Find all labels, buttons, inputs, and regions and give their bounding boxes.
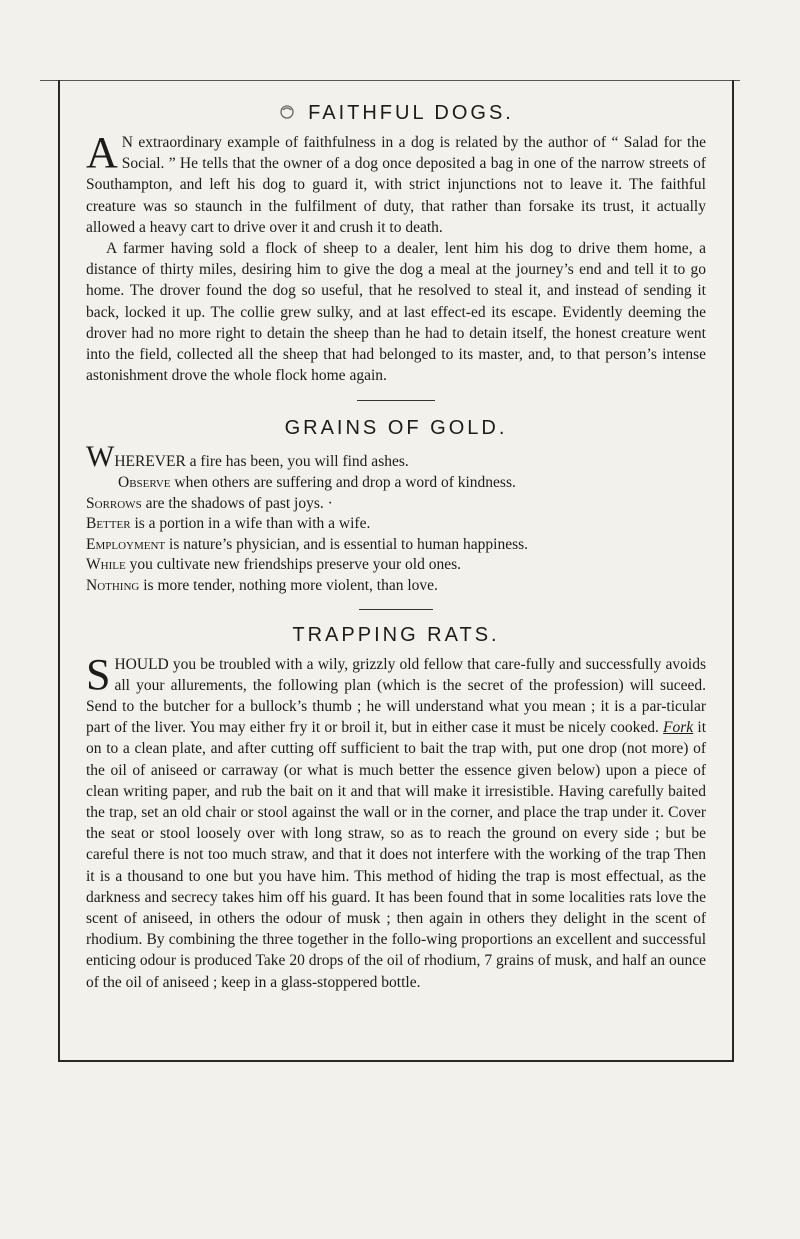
section-divider <box>359 609 433 610</box>
trapping-rats-paragraph: SHOULD you be troubled with a wily, grizzly old fellow that care-fully and successfully avoids all your allurements, the following plan (which is the secret of the profession) will suceed. Send to the butcher for a bullock’s thumb ; he will understand what you mean ; it is a par-ticular part of the liver. You may either fry it or broil it, but in either case it must be nicely cooked. Fork it on to a clean plate, and after cutting off sufficient to bait the trap with, put one drop (not more) of the oil of aniseed or carraway (or what is much better the essence given below) upon a piece of clean writing paper, and rub the bait on it and that will make it irresistible. Having carefully baited the trap, set an old chair or stool against the wall or in the corner, and place the trap under it. Cover the seat or stool loosely over with long straw, so as to reach the ground on every side ; but be careful there is not too much straw, and that it does not interfere with the working of the trap Then it is a thousand to one but you have him. This method of hiding the trap is most effectual, as the darkness and secrecy takes him off his guard. It has been found that in some localities rats love the scent of aniseed, in others the odour of musk ; then again in others they delight in the scent of rhodium. By combining the three together in the follo-wing proportions an excellent and successful enticing odour is produced Take 20 drops of the oil of rhodium, 7 grains of musk, and half an ounce of the oil of aniseed ; keep in a glass-stoppered bottle. <box>86 649 707 991</box>
faithful-dogs-paragraph-1: A N extraordinary example of faithfulness in a dog is related by the author of “ Salad for the Social. ” He tells that the owner of a dog once deposited a bag in one of the narrow streets of Southampton, and left his dog to guard it, with strict injunctions not to leave it. The faithful creature was so staunch in the fulfilment of duty, that rather than forsake its trust, it actually allowed a heavy cart to drive over it and crush it to death. <box>86 128 706 236</box>
trapping-rats-title: TRAPPING RATS. <box>292 623 500 646</box>
drop-cap-s: S <box>86 649 111 699</box>
grain-line: Sorrows are the shadows of past joys. · <box>86 494 333 512</box>
ornament-icon <box>278 103 296 121</box>
drop-cap-a: A <box>86 128 118 177</box>
grain-line: Nothing is more tender, nothing more violent, than love. <box>86 577 438 594</box>
section-divider <box>357 400 435 401</box>
grain-line: Better is a portion in a wife than with a wife. <box>86 515 371 533</box>
grains-of-gold-title: GRAINS OF GOLD. <box>284 417 508 440</box>
page-content <box>86 100 706 993</box>
grains-of-gold-list <box>86 440 706 596</box>
grain-line: Employment is nature’s physician, and is essential to human happiness. <box>86 535 529 553</box>
faithful-dogs-title: FAITHFUL DOGS. <box>86 100 706 126</box>
grain-line: While you cultivate new friendships preserve your old ones. <box>86 556 462 574</box>
faithful-dogs-paragraph-2: A farmer having sold a flock of sheep to a dealer, lent him his dog to drive them home, a distance of thirty miles, desiring him to give the dog a meal at the journey’s end and tell it to go home. The drover found the dog so useful, that he resolved to steal it, and instead of sending it back, locked it up. The collie grew sulky, and at last effect-ed its escape. Evidently deeming the drover had no more right to detain the sheep than he had to detain itself, the honest creature went into the field, collected all the sheep that had belonged to its master, and, to that person’s intense astonishment drove the whole flock home again. <box>86 240 706 385</box>
grain-line: Observe when others are suffering and drop a word of kindness. <box>118 474 516 492</box>
fork-emphasis: Fork <box>663 719 694 737</box>
grain-line: WHEREVER a fire has been, you will find ashes. <box>86 440 409 474</box>
